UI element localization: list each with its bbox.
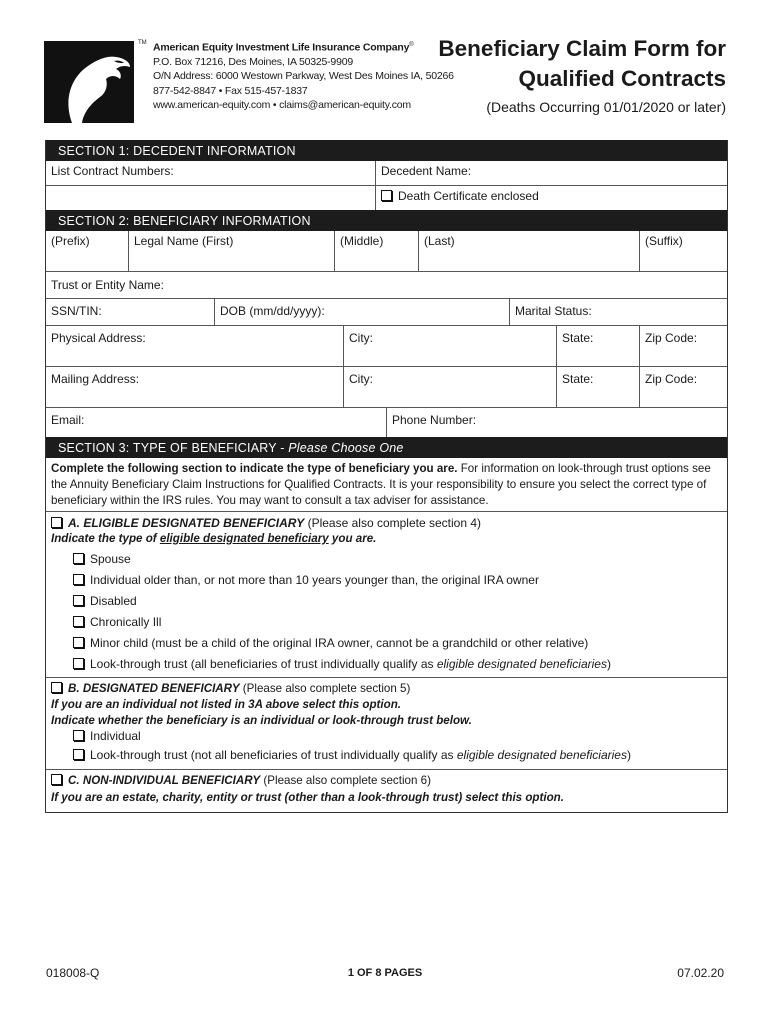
disabled-checkbox[interactable] — [73, 595, 84, 606]
option-a-indicate-post: you are. — [328, 532, 377, 545]
b-look-through-trust-checkbox[interactable] — [73, 749, 84, 760]
page-count: 1 OF 8 PAGES — [347, 967, 423, 979]
option-a-chronically-ill[interactable] — [51, 612, 722, 633]
option-c-checkbox[interactable] — [51, 774, 62, 785]
option-a-indicate-pre: Indicate the type of — [51, 532, 160, 545]
physical-city-field[interactable] — [343, 326, 556, 366]
b-individual-label: Individual — [90, 729, 141, 743]
overnight-address: O/N Address: 6000 Westown Parkway, West Des Moines IA, 50266 — [153, 70, 454, 83]
option-c-title: C. NON-INDIVIDUAL BENEFICIARY — [68, 774, 261, 787]
suffix-label: (Suffix) — [645, 234, 683, 248]
claim-form — [45, 140, 728, 813]
older-individual-label: Individual older than, or not more than 10 years younger than, the original IRA owner — [90, 573, 539, 587]
decedent-name-label: Decedent Name: — [381, 164, 472, 178]
section3-intro — [46, 458, 727, 511]
company-eagle-logo — [44, 41, 134, 123]
suffix-field[interactable] — [639, 231, 727, 271]
form-date: 07.02.20 — [677, 966, 724, 980]
mailing-state-label: State: — [562, 372, 594, 386]
spouse-label: Spouse — [90, 552, 131, 566]
option-b-title: B. DESIGNATED BENEFICIARY — [68, 682, 240, 695]
option-c-line1: If you are an estate, charity, entity or trust (other than a look-through trust) select this option. — [51, 791, 564, 804]
physical-zip-field[interactable] — [639, 326, 727, 366]
ssn-field[interactable] — [46, 299, 214, 325]
a-trust-label-pre: Look-through trust (all beneficiaries of trust individually qualify as — [90, 657, 437, 671]
company-name: American Equity Investment Life Insurance Company — [153, 41, 410, 54]
mailing-city-label: City: — [349, 372, 373, 386]
decedent-name-field[interactable] — [375, 161, 727, 185]
section3-intro-text: For information on look-through trust options see the Annuity Beneficiary Claim Instructions for Qualified Contracts. It is your responsibility to ensure you select the correct type of beneficiary within the IRS rules. You may want to consult a tax adviser for assistance. — [51, 462, 711, 507]
physical-zip-label: Zip Code: — [645, 331, 698, 345]
a-trust-label-post: ) — [606, 657, 611, 671]
section3-heading-italic: Please Choose One — [288, 441, 404, 455]
email-label: Email: — [51, 413, 85, 427]
option-b-look-through-trust[interactable] — [51, 745, 722, 765]
first-name-label: Legal Name (First) — [134, 234, 234, 248]
middle-name-field[interactable] — [334, 231, 418, 271]
b-trust-label-post: ) — [626, 748, 631, 762]
last-name-field[interactable] — [418, 231, 639, 271]
phone-fax: 877-542-8847 • Fax 515-457-1837 — [153, 84, 308, 97]
option-a-spouse[interactable] — [51, 549, 722, 570]
section3-heading — [46, 437, 727, 458]
physical-state-label: State: — [562, 331, 594, 345]
po-box: P.O. Box 71216, Des Moines, IA 50325-9909 — [153, 55, 353, 68]
section1-heading: SECTION 1: DECEDENT INFORMATION — [46, 140, 727, 161]
minor-child-label: Minor child (must be a child of the original IRA owner, cannot be a grandchild or other relative) — [90, 636, 589, 650]
trust-entity-field[interactable] — [46, 272, 727, 298]
trademark-mark: TM — [138, 40, 147, 46]
option-a-look-through-trust[interactable] — [51, 654, 722, 675]
mailing-city-field[interactable] — [343, 367, 556, 407]
ssn-label: SSN/TIN: — [51, 304, 102, 318]
mailing-zip-label: Zip Code: — [645, 372, 698, 386]
phone-number-label: Phone Number: — [392, 413, 477, 427]
option-a-indicate-link: eligible designated beneficiary — [159, 532, 329, 545]
contract-numbers-field-cont[interactable] — [46, 186, 375, 210]
b-individual-checkbox[interactable] — [73, 730, 84, 741]
a-trust-label-italic: eligible designated beneficiaries — [436, 657, 607, 671]
a-look-through-trust-checkbox[interactable] — [73, 658, 84, 669]
trust-entity-label: Trust or Entity Name: — [51, 278, 164, 292]
form-title-line2: Qualified Contracts — [518, 66, 726, 91]
older-individual-checkbox[interactable] — [73, 574, 84, 585]
phone-number-field[interactable] — [386, 408, 727, 437]
death-certificate-option[interactable] — [375, 186, 727, 210]
option-a-checkbox[interactable] — [51, 517, 62, 528]
mailing-state-field[interactable] — [556, 367, 639, 407]
middle-name-label: (Middle) — [340, 234, 384, 248]
physical-city-label: City: — [349, 331, 373, 345]
last-name-label: (Last) — [424, 234, 455, 248]
chronically-ill-label: Chronically Ill — [90, 615, 162, 629]
contract-numbers-field[interactable] — [46, 161, 375, 185]
disabled-label: Disabled — [90, 594, 137, 608]
option-a-block — [46, 511, 727, 677]
option-a-note: (Please also complete section 4) — [304, 516, 482, 530]
dob-label: DOB (mm/dd/yyyy): — [220, 304, 325, 318]
section3-intro-bold: Complete the following section to indicate the type of beneficiary you are. — [51, 462, 458, 475]
option-b-line2: Indicate whether the beneficiary is an individual or look-through trust below. — [51, 714, 472, 727]
section3-heading-text: SECTION 3: TYPE OF BENEFICIARY - — [58, 441, 289, 455]
dob-field[interactable] — [214, 299, 509, 325]
spouse-checkbox[interactable] — [73, 553, 84, 564]
option-b-line1: If you are an individual not listed in 3A above select this option. — [51, 698, 402, 711]
form-subtitle: (Deaths Occurring 01/01/2020 or later) — [486, 99, 726, 115]
mailing-address-label: Mailing Address: — [51, 372, 140, 386]
option-a-disabled[interactable] — [51, 591, 722, 612]
first-name-field[interactable] — [128, 231, 334, 271]
prefix-label: (Prefix) — [51, 234, 90, 248]
physical-address-field[interactable] — [46, 326, 343, 366]
mailing-address-field[interactable] — [46, 367, 343, 407]
section2-heading: SECTION 2: BENEFICIARY INFORMATION — [46, 210, 727, 231]
marital-status-field[interactable] — [509, 299, 727, 325]
prefix-field[interactable] — [46, 231, 128, 271]
marital-status-label: Marital Status: — [515, 304, 592, 318]
option-a-older-individual[interactable] — [51, 570, 722, 591]
form-title-block — [438, 34, 726, 118]
option-b-individual[interactable] — [51, 728, 722, 745]
option-c-note: (Please also complete section 6) — [260, 774, 431, 787]
option-b-checkbox[interactable] — [51, 682, 62, 693]
form-number: 018008-Q — [46, 966, 100, 980]
option-a-title: A. ELIGIBLE DESIGNATED BENEFICIARY — [68, 516, 305, 530]
b-trust-label-italic: eligible designated beneficiaries — [456, 748, 627, 762]
form-title-line1: Beneficiary Claim Form for — [438, 36, 726, 61]
registered-mark: ® — [409, 42, 414, 48]
physical-state-field[interactable] — [556, 326, 639, 366]
death-certificate-checkbox[interactable] — [381, 190, 392, 201]
web-email: www.american-equity.com • claims@american-equity.com — [153, 99, 411, 112]
minor-child-checkbox[interactable] — [73, 637, 84, 648]
option-b-note: (Please also complete section 5) — [239, 682, 411, 695]
option-a-minor-child[interactable] — [51, 633, 722, 654]
company-contact-block — [153, 38, 454, 113]
physical-address-label: Physical Address: — [51, 331, 146, 345]
option-b-block — [46, 677, 727, 769]
chronically-ill-checkbox[interactable] — [73, 616, 84, 627]
b-trust-label-pre: Look-through trust (not all beneficiaries of trust individually qualify as — [90, 748, 457, 762]
email-field[interactable] — [46, 408, 386, 437]
mailing-zip-field[interactable] — [639, 367, 727, 407]
death-certificate-label: Death Certificate enclosed — [398, 189, 539, 203]
option-c-block — [46, 769, 727, 812]
contract-numbers-label: List Contract Numbers: — [51, 164, 174, 178]
